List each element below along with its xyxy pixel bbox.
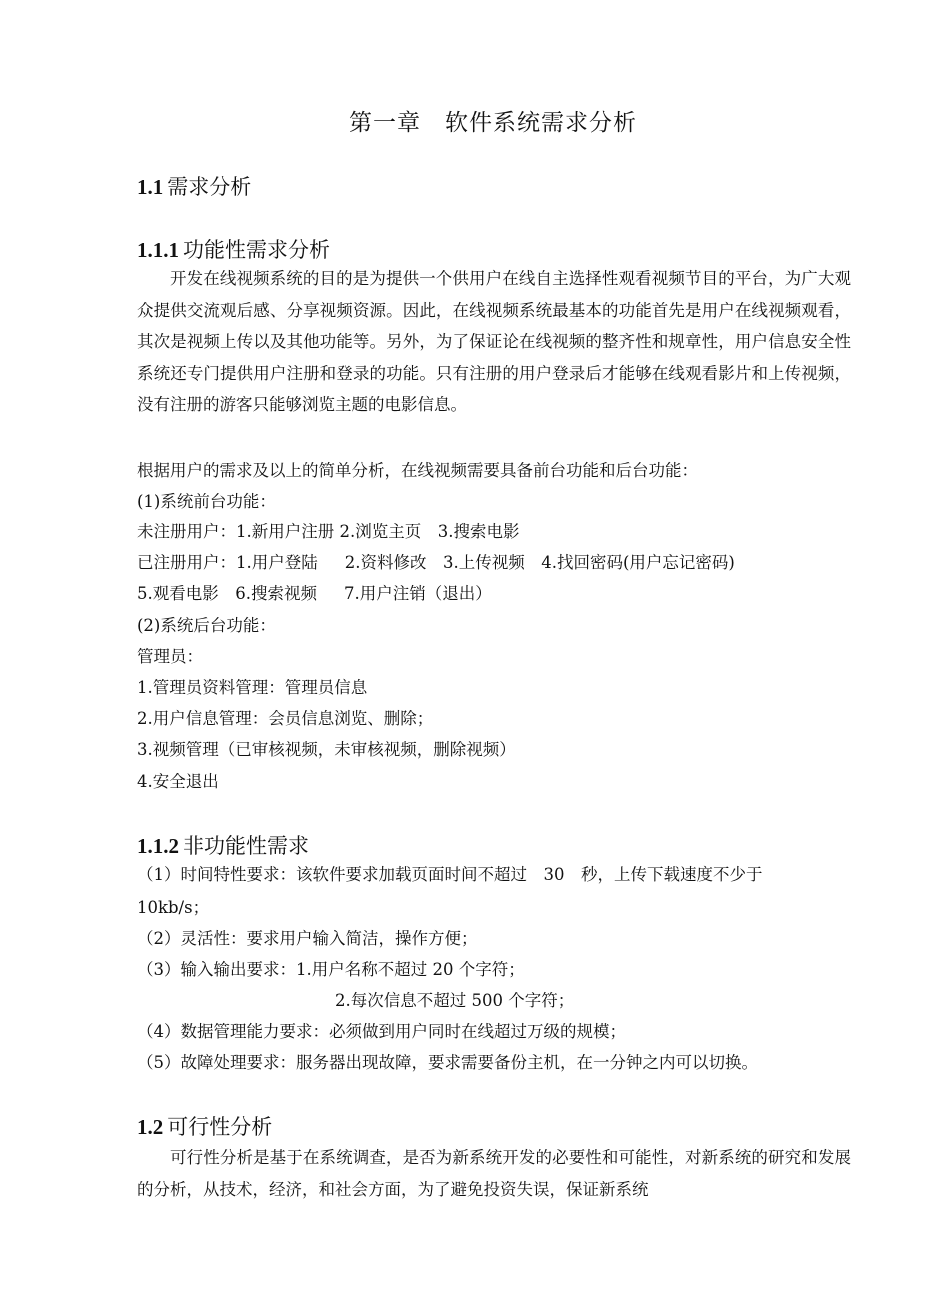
text-line: 未注册用户：1.新用户注册 2.浏览主页 3.搜索电影 <box>137 522 520 541</box>
text-line: 已注册用户：1.用户登陆 2.资料修改 3.上传视频 4.找回密码(用户忘记密码) <box>137 553 735 572</box>
text-line: 5.观看电影 6.搜索视频 7.用户注销（退出） <box>137 584 492 603</box>
section-heading-1-2 <box>137 1111 272 1141</box>
section-number: 1.1.2 <box>137 834 179 858</box>
text-line: 2.用户信息管理：会员信息浏览、删除； <box>137 709 434 728</box>
section-heading-1-1-2 <box>137 830 309 860</box>
section-number: 1.1 <box>137 175 164 199</box>
section-title: 需求分析 <box>167 175 252 199</box>
text-line: 10kb/s； <box>137 898 210 917</box>
section-heading-1-1-1 <box>137 234 330 264</box>
text-line: (1)系统前台功能： <box>137 492 276 511</box>
text-line: 4.安全退出 <box>137 772 219 791</box>
text-line: 1.管理员资料管理：管理员信息 <box>137 678 368 697</box>
paragraph-feasibility: 可行性分析是基于在系统调查，是否为新系统开发的必要性和可能性，对新系统的研究和发展的分析，从技术，经济，和社会方面，为了避免投资失误，保证新系统 <box>137 1148 851 1199</box>
text-line: 3.视频管理（已审核视频，未审核视频，删除视频） <box>137 740 516 759</box>
text-line: 2.每次信息不超过 500 个字符； <box>137 991 575 1010</box>
text-line: 根据用户的需求及以上的简单分析，在线视频需要具备前台功能和后台功能： <box>137 461 698 480</box>
section-title: 功能性需求分析 <box>183 238 330 262</box>
text-line: （1）时间特性要求：该软件要求加载页面时间不超过 30 秒，上传下载速度不少于 <box>137 865 763 884</box>
chapter-title: 第一章 软件系统需求分析 <box>349 110 637 136</box>
text-line: （3）输入输出要求：1.用户名称不超过 20 个字符； <box>137 960 525 979</box>
section-title: 非功能性需求 <box>183 834 309 858</box>
text-line: （4）数据管理能力要求：必须做到用户同时在线超过万级的规模； <box>137 1022 626 1041</box>
section-number: 1.1.1 <box>137 238 179 262</box>
section-number: 1.2 <box>137 1115 164 1139</box>
paragraph-functional-requirements: 开发在线视频系统的目的是为提供一个供用户在线自主选择性观看视频节目的平台，为广大观众提供交流观后感、分享视频资源。因此，在线视频系统最基本的功能首先是用户在线视频观看，其次是视频上传以及其他功能等。另外，为了保证论在线视频的整齐性和规章性，用户信息安全性系统还专门提供用户注册和登录的功能。只有注册的用户登录后才能够在线观看影片和上传视频，没有注册的游客只能够浏览主题的电影信息。 <box>137 269 851 414</box>
section-heading-1-1 <box>137 171 251 201</box>
text-line: （2）灵活性：要求用户输入简洁，操作方便； <box>137 929 478 948</box>
text-line: （5）故障处理要求：服务器出现故障，要求需要备份主机，在一分钟之内可以切换。 <box>137 1053 758 1072</box>
section-title: 可行性分析 <box>167 1115 273 1139</box>
text-line: (2)系统后台功能： <box>137 616 276 635</box>
text-line: 管理员： <box>137 647 203 666</box>
